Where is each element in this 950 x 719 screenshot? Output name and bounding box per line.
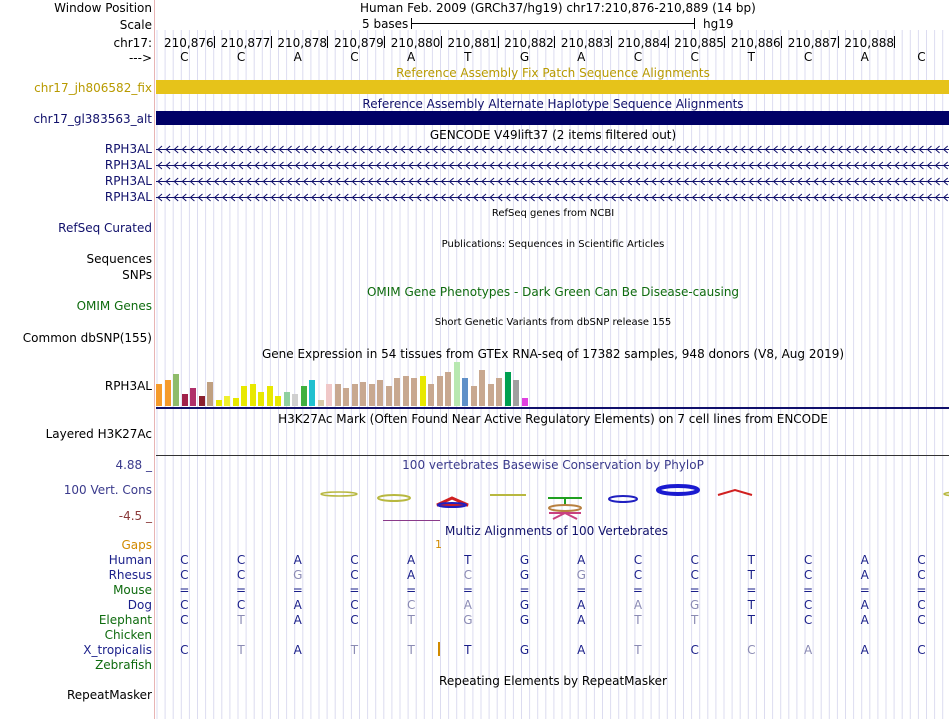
alignment-base: C xyxy=(180,613,189,627)
alignment-base: C xyxy=(917,613,926,627)
gtex-tissue-bar[interactable] xyxy=(479,370,485,406)
pubs-track-label-sequences[interactable]: Sequences xyxy=(86,252,152,266)
alignment-base: = xyxy=(916,583,927,597)
phylop-logo-letter xyxy=(609,496,637,502)
alignment-base: T xyxy=(747,598,756,612)
gaps-label[interactable]: Gaps xyxy=(121,538,152,552)
alignment-base: A xyxy=(293,643,302,657)
phylop-min-label: -4.5 _ xyxy=(118,509,152,523)
alignment-base: C xyxy=(633,553,643,567)
gap-marker xyxy=(438,642,440,656)
gtex-tissue-bar[interactable] xyxy=(182,394,188,406)
ruler-tick xyxy=(838,36,839,48)
ruler-tick xyxy=(271,36,272,48)
phylop-logo-letter xyxy=(944,492,949,496)
alignment-base: = xyxy=(292,583,303,597)
alt-track-title[interactable]: Reference Assembly Alternate Haplotype Sequence Alignments xyxy=(362,97,744,111)
phylop-logo[interactable] xyxy=(156,478,949,524)
species-label[interactable]: Rhesus xyxy=(108,568,152,582)
ruler-position-label: 210,887 xyxy=(787,36,838,50)
ruler-position-label: 210,876 xyxy=(164,36,214,50)
gencode-item-label[interactable]: RPH3AL xyxy=(104,158,152,172)
fix-track-label[interactable]: chr17_jh806582_fix xyxy=(34,81,152,95)
alignment-base: A xyxy=(293,553,302,567)
gaps-count: 1 xyxy=(435,538,442,551)
gtex-track-title[interactable]: Gene Expression in 54 tissues from GTEx RNA-seq of 17382 samples, 948 donors (V8, Aug 2019) xyxy=(261,347,845,361)
scale-text: 5 bases xyxy=(362,17,409,31)
reference-base[interactable]: C xyxy=(236,50,246,64)
h3k27ac-track-title[interactable]: H3K27Ac Mark (Often Found Near Active Regulatory Elements) on 7 cell lines from ENCODE xyxy=(278,412,828,426)
alignment-base: C xyxy=(690,568,699,582)
alignment-base: C xyxy=(633,568,643,582)
phylop-logo-letter xyxy=(490,494,526,496)
gtex-tissue-bar[interactable] xyxy=(258,392,264,406)
alignment-base: T xyxy=(747,568,756,582)
gtex-tissue-bar[interactable] xyxy=(292,394,298,406)
alignment-base: T xyxy=(634,613,642,627)
alignment-base: C xyxy=(917,598,926,612)
alignment-base: T xyxy=(634,643,642,657)
gtex-tissue-bar[interactable] xyxy=(462,378,468,406)
alignment-base: C xyxy=(236,553,246,567)
gtex-track-label[interactable]: RPH3AL xyxy=(104,379,152,393)
alignment-base: C xyxy=(917,553,926,567)
gtex-tissue-bar[interactable] xyxy=(496,378,502,406)
omim-track-label[interactable]: OMIM Genes xyxy=(76,299,152,313)
ruler-tick xyxy=(327,36,328,48)
alignment-base: T xyxy=(747,613,756,627)
scale-bar xyxy=(411,23,695,24)
alignment-base: A xyxy=(577,553,586,567)
alignment-base: C xyxy=(747,643,756,657)
ruler-position-label: 210,888 xyxy=(844,36,895,50)
alignment-base: C xyxy=(350,598,359,612)
scale-bar-left-tick xyxy=(411,18,412,29)
gtex-tissue-bar[interactable] xyxy=(411,378,417,406)
gtex-tissue-bar[interactable] xyxy=(199,396,205,406)
alignment-base: C xyxy=(803,613,813,627)
gtex-tissue-bar[interactable] xyxy=(369,384,375,406)
alignment-base: C xyxy=(236,598,246,612)
gtex-tissue-bar[interactable] xyxy=(360,382,366,406)
alignment-base: A xyxy=(463,598,472,612)
alignment-base: = xyxy=(519,583,530,597)
alignment-base: C xyxy=(180,568,189,582)
ruler-position-label: 210,877 xyxy=(220,36,271,50)
gtex-tissue-bar[interactable] xyxy=(505,372,511,406)
ruler-position-label: 210,883 xyxy=(560,36,611,50)
phylop-logo-letter xyxy=(718,490,752,495)
alignment-base: T xyxy=(464,553,472,567)
reference-base[interactable]: C xyxy=(350,50,359,64)
gtex-tissue-bar[interactable] xyxy=(173,374,179,406)
gencode-item-label[interactable]: RPH3AL xyxy=(104,142,152,156)
alignment-base: A xyxy=(577,613,586,627)
alignment-base: A xyxy=(860,613,869,627)
gene-feature-line[interactable] xyxy=(156,160,949,171)
gtex-tissue-bar[interactable] xyxy=(403,376,409,406)
gtex-tissue-bar[interactable] xyxy=(156,384,162,406)
alignment-base: C xyxy=(803,553,813,567)
reference-base[interactable]: T xyxy=(747,50,756,64)
alignment-base: A xyxy=(803,643,813,657)
reference-base[interactable]: T xyxy=(464,50,472,64)
repeatmasker-track-label[interactable]: RepeatMasker xyxy=(66,688,152,702)
gtex-tissue-bar[interactable] xyxy=(190,388,196,406)
alignment-base: C xyxy=(350,553,359,567)
alignment-base: T xyxy=(350,643,359,657)
ruler-tick xyxy=(611,36,612,48)
alignment-base: T xyxy=(747,553,756,567)
gtex-tissue-bar[interactable] xyxy=(437,376,443,406)
alignment-base: = xyxy=(179,583,190,597)
ruler-position-label: 210,885 xyxy=(674,36,724,50)
gtex-tissue-bar[interactable] xyxy=(267,386,273,406)
gtex-tissue-bar[interactable] xyxy=(301,386,307,406)
species-label[interactable]: Chicken xyxy=(104,628,152,642)
reference-base[interactable]: A xyxy=(577,50,586,64)
window-position-value: Human Feb. 2009 (GRCh37/hg19) chr17:210,876-210,889 (14 bp) xyxy=(360,1,756,15)
alignment-base: T xyxy=(464,643,472,657)
gtex-tissue-bar[interactable] xyxy=(207,382,213,406)
ruler-position-label: 210,879 xyxy=(334,36,384,50)
alignment-base: = xyxy=(803,583,814,597)
dbsnp-track-label[interactable]: Common dbSNP(155) xyxy=(22,331,152,345)
chrom-label: chr17: xyxy=(113,36,152,50)
alignment-base: = xyxy=(349,583,360,597)
species-label[interactable]: X_tropicalis xyxy=(83,643,152,657)
pubs-track-label-snps[interactable]: SNPs xyxy=(122,268,152,282)
alignment-base: T xyxy=(237,613,245,627)
ruler-tick xyxy=(894,36,895,48)
gencode-item-label[interactable]: RPH3AL xyxy=(104,190,152,204)
ruler-tick xyxy=(781,36,782,48)
phylop-logo-letter xyxy=(378,495,410,501)
ruler-tick xyxy=(498,36,499,48)
gencode-item-label[interactable]: RPH3AL xyxy=(104,174,152,188)
alignment-base: = xyxy=(689,583,700,597)
ruler-position-label: 210,881 xyxy=(447,36,498,50)
gtex-tissue-bar[interactable] xyxy=(445,372,451,406)
reference-base[interactable]: C xyxy=(180,50,189,64)
alignment-base: A xyxy=(577,643,586,657)
ruler-tick xyxy=(668,36,669,48)
alignment-base: = xyxy=(236,583,247,597)
gene-feature-line[interactable] xyxy=(156,144,949,155)
phylop-logo-letter xyxy=(658,486,698,494)
alignment-base: C xyxy=(180,598,189,612)
gtex-tissue-bar[interactable] xyxy=(233,398,239,406)
reference-base[interactable]: C xyxy=(690,50,699,64)
alignment-base: G xyxy=(519,613,530,627)
reference-base[interactable]: A xyxy=(860,50,869,64)
h3k27ac-baseline xyxy=(156,455,949,456)
gtex-tissue-bar[interactable] xyxy=(386,386,392,406)
alignment-base: C xyxy=(180,553,189,567)
multiz-track-title[interactable]: Multiz Alignments of 100 Vertebrates xyxy=(445,524,669,538)
phylop-max-label: 4.88 _ xyxy=(115,458,152,472)
reference-base[interactable]: A xyxy=(293,50,302,64)
alignment-base: G xyxy=(293,568,303,582)
alignment-base: = xyxy=(859,583,870,597)
alignment-base: A xyxy=(293,598,302,612)
ruler-position-label: 210,880 xyxy=(390,36,441,50)
fix-patch-bar[interactable] xyxy=(156,80,949,94)
ruler-position-label: 210,886 xyxy=(731,36,781,50)
alignment-base: = xyxy=(406,583,417,597)
phylop-track-title[interactable]: 100 vertebrates Basewise Conservation by PhyloP xyxy=(402,458,704,472)
alignment-base: A xyxy=(293,613,302,627)
species-label[interactable]: Zebrafish xyxy=(95,658,152,672)
alignment-base: = xyxy=(462,583,473,597)
phylop-negative-bar xyxy=(383,520,440,521)
alt-track-label[interactable]: chr17_gl383563_alt xyxy=(33,112,152,126)
gencode-track-title[interactable]: GENCODE V49lift37 (2 items filtered out) xyxy=(429,128,677,142)
alignment-base: G xyxy=(519,553,530,567)
alignment-base: T xyxy=(690,613,699,627)
gtex-tissue-bar[interactable] xyxy=(318,400,324,406)
gtex-tissue-bar[interactable] xyxy=(241,386,247,406)
dbsnp-track-title[interactable]: Short Genetic Variants from dbSNP release 155 xyxy=(434,317,672,328)
gtex-tissue-bar[interactable] xyxy=(326,384,332,406)
scale-label: Scale xyxy=(119,18,152,32)
fix-track-title[interactable]: Reference Assembly Fix Patch Sequence Alignments xyxy=(396,66,710,80)
gtex-tissue-bar[interactable] xyxy=(343,388,349,406)
gtex-tissue-bar[interactable] xyxy=(522,398,528,406)
alignment-base: C xyxy=(917,643,926,657)
scale-bar-right-tick xyxy=(694,18,695,29)
gtex-tissue-bar[interactable] xyxy=(513,380,519,406)
alignment-base: C xyxy=(236,568,246,582)
pubs-track-title[interactable]: Publications: Sequences in Scientific Articles xyxy=(441,239,665,250)
alignment-base: = xyxy=(746,583,757,597)
alignment-base: A xyxy=(860,568,869,582)
alt-haplotype-bar[interactable] xyxy=(156,111,949,125)
phylop-logo-letter xyxy=(321,492,357,496)
ruler-tick xyxy=(214,36,215,48)
alignment-base: A xyxy=(577,598,586,612)
reference-base[interactable]: A xyxy=(407,50,416,64)
species-label[interactable]: Elephant xyxy=(98,613,152,627)
reference-base[interactable]: C xyxy=(633,50,643,64)
refseq-track-label[interactable]: RefSeq Curated xyxy=(58,221,152,235)
alignment-base: A xyxy=(860,643,869,657)
phylop-logo-letter xyxy=(549,505,581,511)
alignment-base: A xyxy=(860,598,869,612)
alignment-base: G xyxy=(519,568,530,582)
ruler-position-label: 210,878 xyxy=(277,36,328,50)
alignment-base: G xyxy=(576,568,586,582)
gtex-tissue-bar[interactable] xyxy=(284,392,290,406)
reference-base[interactable]: G xyxy=(519,50,530,64)
refseq-track-title[interactable]: RefSeq genes from NCBI xyxy=(491,208,615,219)
reference-base[interactable]: C xyxy=(803,50,813,64)
gtex-tissue-bar[interactable] xyxy=(216,400,222,406)
gtex-tissue-bar[interactable] xyxy=(309,380,315,406)
phylop-logo-letter xyxy=(548,498,582,505)
alignment-base: = xyxy=(632,583,643,597)
alignment-base: T xyxy=(237,643,245,657)
gtex-tissue-bar[interactable] xyxy=(224,396,230,406)
species-label[interactable]: Human xyxy=(108,553,152,567)
ruler-position-label: 210,884 xyxy=(617,36,668,50)
phylop-logo-letter xyxy=(549,513,581,519)
alignment-base: C xyxy=(690,553,699,567)
gtex-tissue-bar[interactable] xyxy=(275,396,281,406)
gtex-tissue-bar[interactable] xyxy=(394,378,400,406)
alignment-base: C xyxy=(180,643,189,657)
alignment-base: = xyxy=(576,583,587,597)
species-label[interactable]: Dog xyxy=(127,598,152,612)
alignment-base: G xyxy=(519,643,530,657)
gtex-tissue-bar[interactable] xyxy=(471,386,477,406)
alignment-base: A xyxy=(860,553,869,567)
alignment-base: C xyxy=(917,568,926,582)
alignment-base: G xyxy=(463,613,473,627)
gtex-tissue-bar[interactable] xyxy=(165,380,171,406)
reference-base[interactable]: C xyxy=(917,50,926,64)
gtex-tissue-bar[interactable] xyxy=(352,384,358,406)
label-column-divider xyxy=(154,0,155,719)
alignment-base: G xyxy=(519,598,530,612)
ruler-tick xyxy=(441,36,442,48)
alignment-base: C xyxy=(406,598,416,612)
window-position-label: Window Position xyxy=(54,1,152,15)
ruler-tick xyxy=(724,36,725,48)
gtex-tissue-bar[interactable] xyxy=(377,380,383,406)
alignment-base: G xyxy=(689,598,700,612)
scale-assembly: hg19 xyxy=(703,17,734,31)
gtex-tissue-bar[interactable] xyxy=(454,362,460,406)
alignment-base: A xyxy=(633,598,643,612)
gtex-track-baseline xyxy=(156,407,949,409)
phylop-track-label[interactable]: 100 Vert. Cons xyxy=(63,483,152,497)
gtex-tissue-bar[interactable] xyxy=(335,384,341,406)
repeatmasker-track-title[interactable]: Repeating Elements by RepeatMasker xyxy=(439,674,667,688)
species-label[interactable]: Mouse xyxy=(113,583,152,597)
alignment-base: A xyxy=(407,568,416,582)
gtex-tissue-bar[interactable] xyxy=(428,384,434,406)
gene-feature-line[interactable] xyxy=(156,192,949,203)
h3k27ac-track-label[interactable]: Layered H3K27Ac xyxy=(45,427,152,441)
gtex-tissue-bar[interactable] xyxy=(488,384,494,406)
ruler-tick xyxy=(554,36,555,48)
alignment-base: C xyxy=(803,568,813,582)
alignment-base: C xyxy=(690,643,699,657)
gtex-bar-chart[interactable] xyxy=(156,362,556,406)
alignment-base: C xyxy=(350,613,359,627)
alignment-base: T xyxy=(407,613,415,627)
gtex-tissue-bar[interactable] xyxy=(420,376,426,406)
ruler-tick xyxy=(384,36,385,48)
alignment-base: C xyxy=(350,568,359,582)
ruler-position-label: 210,882 xyxy=(504,36,554,50)
omim-track-title[interactable]: OMIM Gene Phenotypes - Dark Green Can Be Disease-causing xyxy=(366,285,740,299)
alignment-base: A xyxy=(407,553,416,567)
alignment-base: C xyxy=(803,598,813,612)
gtex-tissue-bar[interactable] xyxy=(250,384,256,406)
gene-feature-line[interactable] xyxy=(156,176,949,187)
alignment-base: T xyxy=(407,643,415,657)
alignment-base: C xyxy=(463,568,473,582)
strand-label: ---> xyxy=(128,51,152,65)
